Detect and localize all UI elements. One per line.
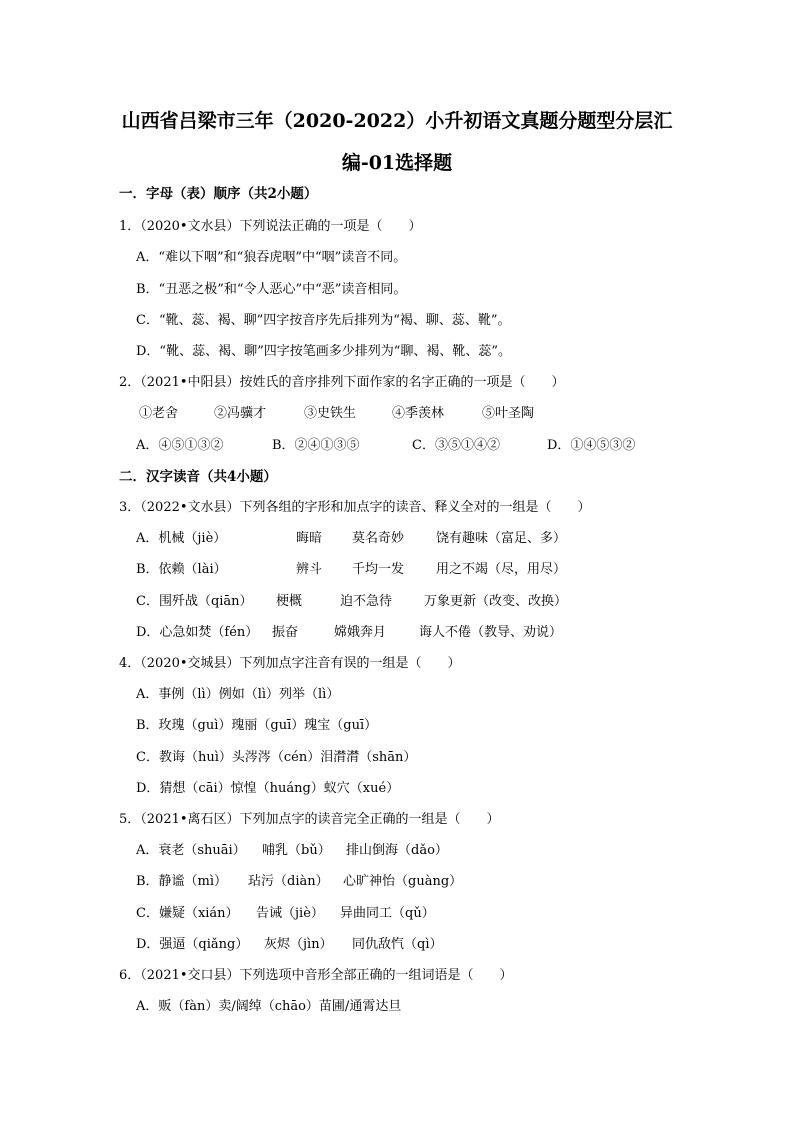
question-6-option-a: A．贩（fàn）卖/阔绰（chāo）苗圃/通霄达旦 bbox=[136, 999, 402, 1014]
question-3-stem: 3．（2022•文水县）下列各组的字形和加点字的读音、释义全对的一组是（ ） bbox=[119, 500, 591, 515]
question-5-option-c-word-1: C．嫌疑（xián） bbox=[136, 906, 239, 921]
question-5-option-a-word-1: A．衰老（shuāi） bbox=[136, 843, 246, 858]
question-3-option-d-word-1: D．心急如焚（fén） bbox=[136, 625, 259, 640]
question-4-stem: 4．（2020•交城县）下列加点字注音有误的一组是（ ） bbox=[119, 656, 461, 671]
question-3-option-b-word-1: B．依赖（lài） bbox=[136, 562, 227, 577]
question-2-name-4: ④季羡林 bbox=[392, 406, 445, 421]
question-5-option-b-word-2: 玷污（diàn） bbox=[248, 874, 329, 889]
question-3-option-c-word-1: C．围歼战（qiān） bbox=[136, 594, 253, 609]
question-5-option-b-word-1: B．静谧（mì） bbox=[136, 874, 228, 889]
document-title-line-2: 编-01选择题 bbox=[341, 152, 453, 174]
question-5-option-b-word-3: 心旷神怡（guàng） bbox=[343, 874, 463, 889]
question-2-stem: 2．（2021•中阳县）按姓氏的音序排列下面作家的名字正确的一项是（ ） bbox=[119, 375, 565, 390]
question-1-option-a: A．“难以下咽”和“狼吞虎咽”中“咽”读音不同。 bbox=[136, 250, 407, 265]
question-3-option-c-word-2: 梗概 bbox=[276, 594, 303, 609]
question-3-option-d-word-2: 振奋 bbox=[272, 625, 299, 640]
question-3-option-a-word-3: 莫名奇妙 bbox=[352, 531, 405, 546]
question-2-name-5: ⑤叶圣陶 bbox=[482, 406, 535, 421]
question-5-option-c-word-2: 告诫（jiè） bbox=[256, 906, 324, 921]
question-5-option-a-word-3: 排山倒海（dǎo） bbox=[346, 843, 448, 858]
question-3-option-c-word-3: 迫不急待 bbox=[340, 594, 393, 609]
question-3-option-b-word-4: 用之不竭（尽，用尽） bbox=[436, 562, 567, 577]
question-6-stem: 6．（2021•交口县）下列选项中音形全部正确的一组词语是（ ） bbox=[119, 968, 513, 983]
question-3-option-a-word-4: 饶有趣味（富足、多） bbox=[436, 531, 567, 546]
question-5-option-d-word-3: 同仇敌忾（qì） bbox=[352, 937, 443, 952]
question-3-option-b-word-2: 辨斗 bbox=[296, 562, 323, 577]
question-3-option-a-word-1: A．机械（jiè） bbox=[136, 531, 227, 546]
question-1-stem: 1．（2020•文水县）下列说法正确的一项是（ ） bbox=[119, 219, 422, 234]
question-2-name-2: ②冯骥才 bbox=[214, 406, 267, 421]
question-2-name-1: ①老舍 bbox=[139, 406, 179, 421]
question-4-option-c: C．教诲（huì）头涔涔（cén）泪潸潸（shān） bbox=[136, 750, 417, 765]
question-2-option-b: B．②④①③⑤ bbox=[272, 438, 360, 453]
question-2-option-c: C．③⑤①④② bbox=[412, 438, 500, 453]
question-3-option-c-word-4: 万象更新（改变、改换） bbox=[424, 594, 568, 609]
question-4-option-d: D．猜想（cāi）惊惶（huáng）蚁穴（xué） bbox=[136, 781, 400, 796]
question-2-option-d: D．①④⑤③② bbox=[547, 438, 636, 453]
question-1-option-d: D．“靴、蕊、褐、聊”四字按笔画多少排列为“聊、褐、靴、蕊”。 bbox=[136, 344, 512, 359]
question-3-option-d-word-4: 诲人不倦（教导、劝说） bbox=[419, 625, 563, 640]
question-5-option-c-word-3: 异曲同工（qǔ） bbox=[340, 906, 435, 921]
question-5-option-d-word-1: D．强逼（qiǎng） bbox=[136, 937, 249, 952]
question-5-option-a-word-2: 哺乳（bǔ） bbox=[262, 843, 331, 858]
question-5-stem: 5．（2021•离石区）下列加点字的读音完全正确的一组是（ ） bbox=[119, 812, 500, 827]
document-title-line-1: 山西省吕梁市三年（2020-2022）小升初语文真题分题型分层汇 bbox=[121, 110, 673, 132]
question-2-option-a: A．④⑤①③② bbox=[136, 438, 224, 453]
question-3-option-d-word-3: 嫦娥奔月 bbox=[334, 625, 387, 640]
question-3-option-a-word-2: 晦暗 bbox=[296, 531, 323, 546]
question-1-option-b: B．“丑恶之极”和“令人恶心”中“恶”读音相同。 bbox=[136, 282, 407, 297]
question-2-name-3: ③史铁生 bbox=[304, 406, 357, 421]
question-1-option-c: C．“靴、蕊、褐、聊”四字按音序先后排列为“褐、聊、蕊、靴”。 bbox=[136, 313, 511, 328]
section-heading-1: 一．字母（表）顺序（共2小题） bbox=[119, 186, 318, 202]
question-4-option-b: B．玫瑰（guì）瑰丽（guī）瑰宝（guī） bbox=[136, 718, 378, 733]
section-heading-2: 二．汉字读音（共4小题） bbox=[119, 469, 277, 485]
question-3-option-b-word-3: 千均一发 bbox=[352, 562, 405, 577]
question-5-option-d-word-2: 灰烬（jìn） bbox=[264, 937, 333, 952]
question-4-option-a: A．事例（lì）例如（lì）列举（lì） bbox=[136, 687, 340, 702]
